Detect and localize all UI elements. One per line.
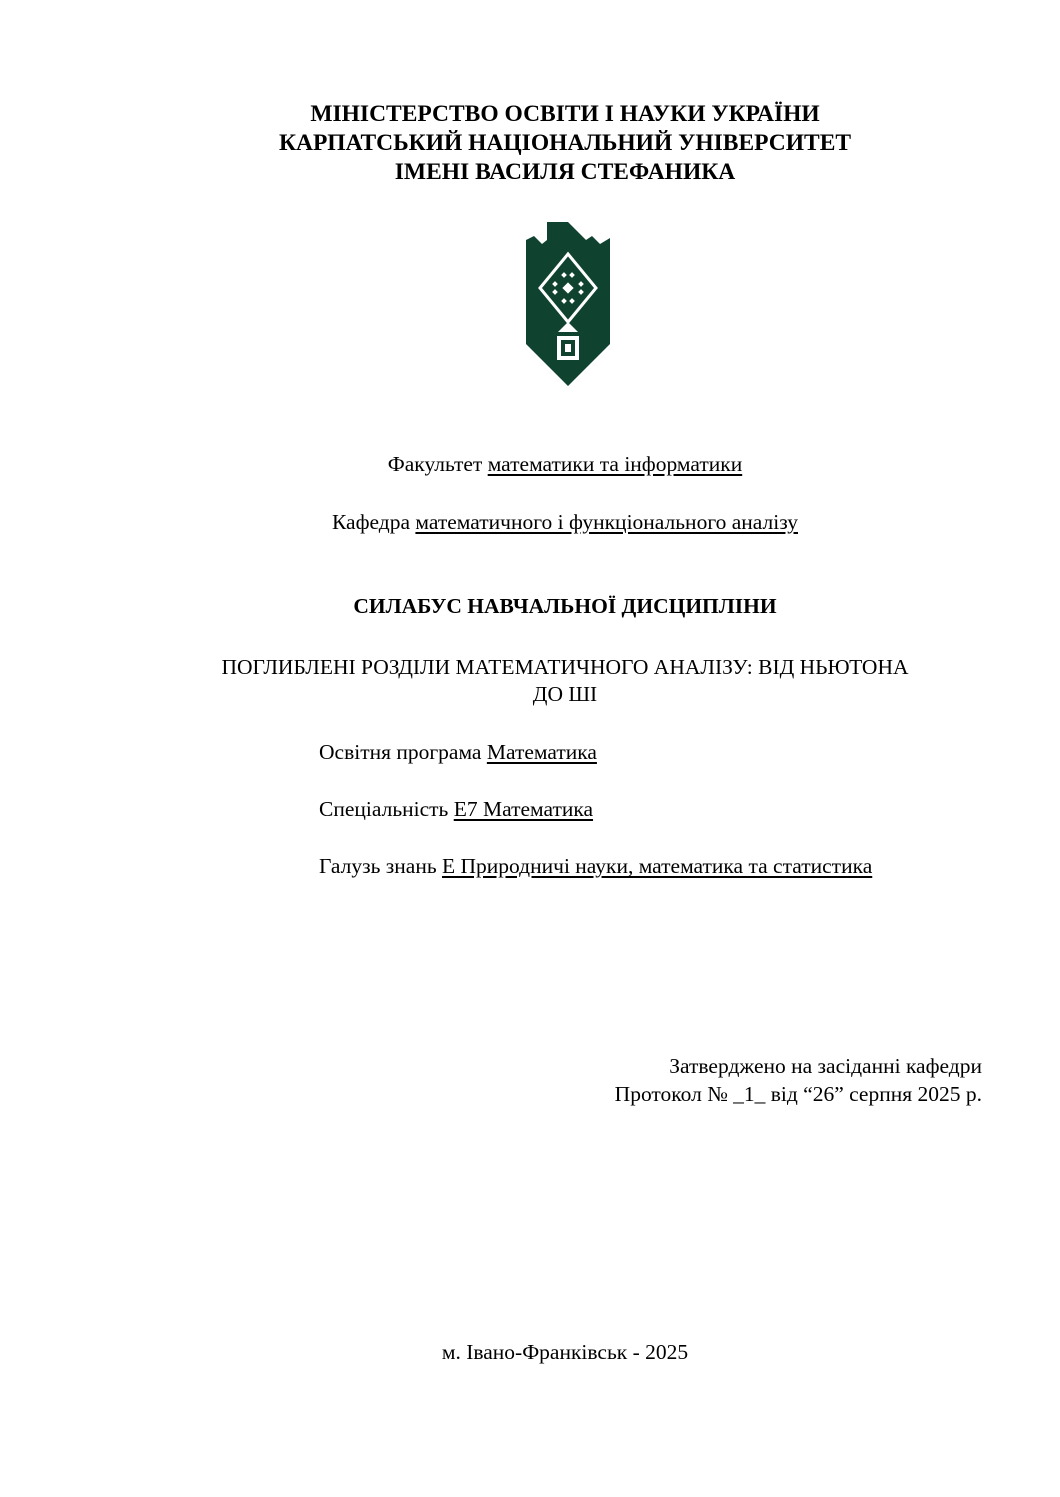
field-label: Галузь знань [319,854,437,878]
field-line [319,854,872,879]
faculty-value: математики та інформатики [487,452,743,476]
protocol-line: Протокол № _1_ від “26” серпня 2025 р. [614,1082,982,1106]
university-emblem-icon [526,222,610,388]
discipline-title-line1: ПОГЛИБЛЕНІ РОЗДІЛИ МАТЕМАТИЧНОГО АНАЛІЗУ: ВІД НЬЮТОНА [221,655,909,679]
department-label: Кафедра [332,510,411,534]
program-label: Освітня програма [319,740,482,764]
document-header [0,100,1060,187]
discipline-title [0,654,1060,708]
specialty-label: Спеціальність [319,797,449,821]
university-name-suffix: ІМЕНІ ВАСИЛЯ СТЕФАНИКА [394,159,736,185]
faculty-label: Факультет [387,452,483,476]
ministry-title: МІНІСТЕРСТВО ОСВІТИ І НАУКИ УКРАЇНИ [310,101,820,127]
city-year: м. Івано-Франківськ - 2025 [441,1340,689,1364]
faculty-line [0,452,1060,477]
emblem-shape [526,222,610,386]
approval-block [615,1052,982,1108]
program-value: Математика [486,740,597,764]
department-value: математичного і функціонального аналізу [415,510,798,534]
discipline-title-line2: ДО ШІ [532,682,598,706]
university-title: КАРПАТСЬКИЙ НАЦІОНАЛЬНИЙ УНІВЕРСИТЕТ [278,130,852,156]
department-line [0,510,1060,535]
syllabus-title: СИЛАБУС НАВЧАЛЬНОЇ ДИСЦИПЛІНИ [353,594,777,618]
program-line [319,740,597,765]
specialty-value: Е7 Математика [453,797,594,821]
specialty-line [319,797,593,822]
field-value: Е Природничі науки, математика та статистика [442,854,873,878]
approval-line: Затверджено на засіданні кафедри [669,1054,982,1078]
